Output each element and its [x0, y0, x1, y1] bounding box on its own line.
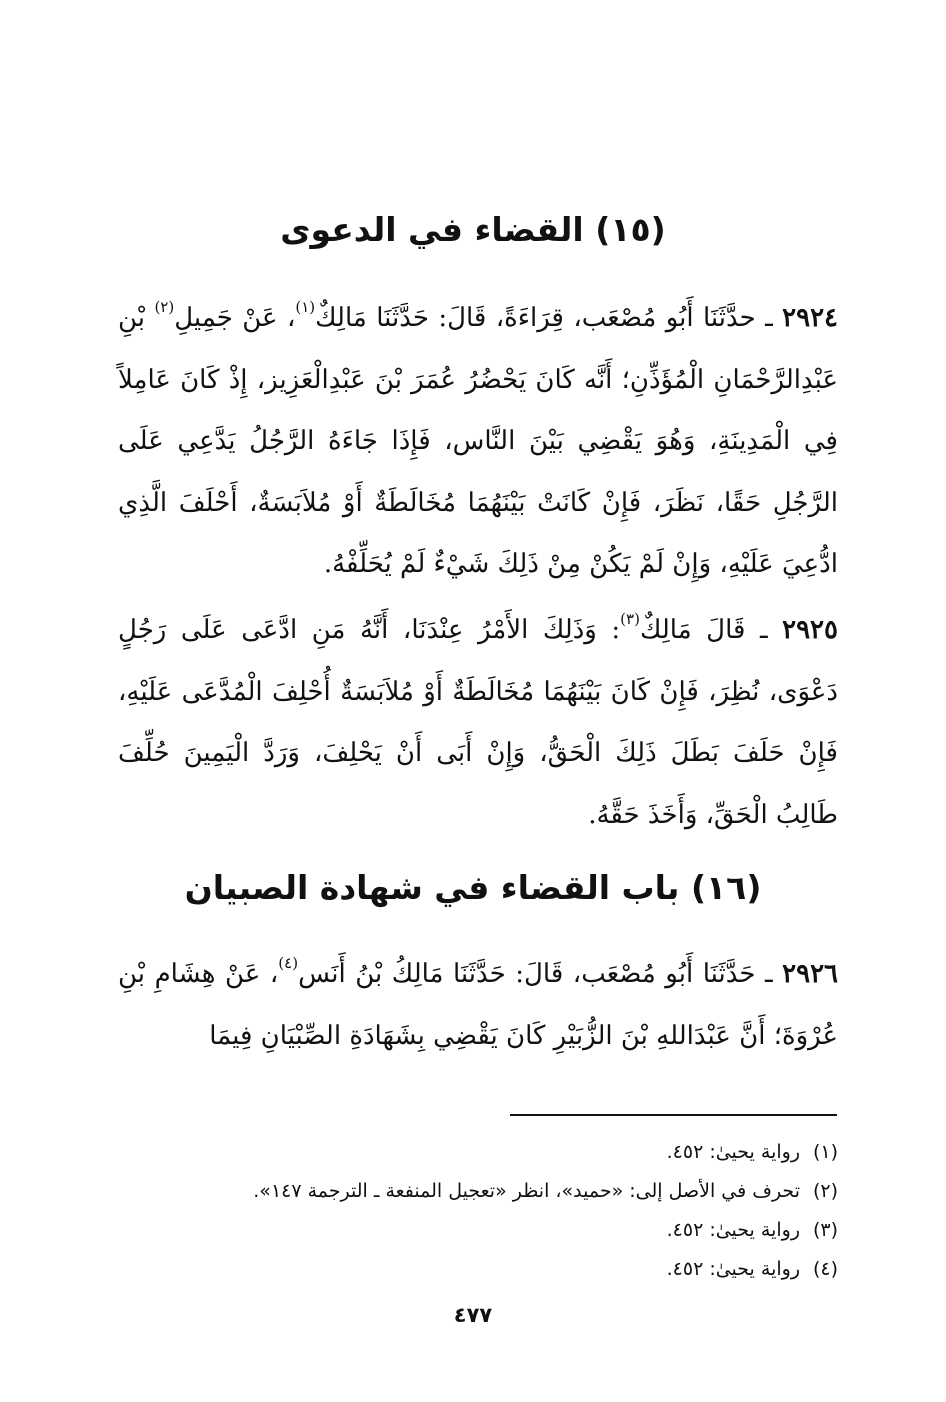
hadith-text: : وَذَلِكَ الأَمْرُ عِنْدَنَا، أَنَّهُ مَنِ ادَّعَى عَلَى رَجُلٍ دَعْوَى، نُظِرَ، فَإِنْ كَانَ بَيْنَهُمَا مُخَالَطَةٌ أَوْ مُلاَبَسَةٌ أُحْلِفَ الْمُدَّعَى عَلَيْهِ، فَإِنْ حَلَفَ بَطَلَ ذَلِكَ الْحَقُّ، وَإِنْ أَبَى أَنْ يَحْلِفَ، وَرَدَّ الْيَمِينَ حُلِّفَ طَالِبُ الْحَقِّ، وَأَخَذَ حَقَّهُ. — [118, 615, 838, 830]
hadith-text: ـ حدَّثَنَا أَبُو مُصْعَب، قِرَاءَةً، قَالَ: حَدَّثَنَا مَالِكٌ — [315, 303, 783, 333]
footnote-text: تحرف في الأصل إلى: «حميد»، انظر «تعجيل المنفعة ـ الترجمة ١٤٧». — [253, 1180, 800, 1202]
hadith-text: ـ قَالَ مَالِكٌ — [639, 615, 783, 645]
hadith-paragraph-2926 — [118, 944, 838, 1067]
hadith-number: ٢٩٢٥ — [782, 615, 838, 645]
footnote-1 — [118, 1133, 838, 1172]
section-heading-15: (١٥) القضاء في الدعوى — [280, 210, 666, 249]
hadith-text: ـ حَدَّثَنَا أَبُو مُصْعَب، قَالَ: حَدَّثَنَا مَالِكُ بْنُ أَنَس — [298, 959, 783, 989]
footnote-3 — [118, 1211, 838, 1250]
footnote-text: رواية يحيىٰ: ٤٥٢. — [666, 1258, 800, 1280]
hadith-text: بْنِ عَبْدِالرَّحْمَانِ الْمُؤَذِّنِ؛ أَنَّه كَانَ يَحْضُرُ عُمَرَ بْنَ عَبْدِالْعَزِيز، إِذْ كَانَ عَامِلاً فِي الْمَدِينَةِ، وَهُوَ يَقْضِي بَيْنَ النَّاس، فَإِذَا جَاءَهُ الرَّجُلُ يَدَّعِي عَلَى الرَّجُلِ حَقًا، نَظَرَ، فَإِنْ كَانَتْ بَيْنَهُمَا مُخَالَطَةٌ أَوْ مُلاَبَسَةٌ، أَحْلَفَ الَّذِي ادُّعِيَ عَلَيْهِ، وَإِنْ لَمْ يَكُنْ مِنْ ذَلِكَ شَيْءٌ لَمْ يُحَلِّفْهُ. — [118, 303, 838, 579]
footnote-4 — [118, 1250, 838, 1289]
footnotes — [118, 1133, 838, 1289]
footnote-ref-1: (١) — [295, 298, 316, 317]
hadith-paragraph-2925 — [118, 600, 838, 846]
footnote-text: رواية يحيىٰ: ٤٥٢. — [666, 1141, 800, 1163]
footnote-text: رواية يحيىٰ: ٤٥٢. — [666, 1219, 800, 1241]
footnote-2 — [118, 1172, 838, 1211]
footnote-ref-2: (٢) — [154, 298, 175, 317]
footnote-separator — [510, 1114, 837, 1116]
footnote-mark: (١) — [812, 1141, 838, 1163]
footnote-ref-3: (٣) — [620, 610, 640, 629]
hadith-number: ٢٩٢٤ — [782, 303, 839, 333]
page-number: ٤٧٧ — [453, 1303, 493, 1327]
footnote-mark: (٤) — [812, 1258, 838, 1280]
section-heading-16: (١٦) باب القضاء في شهادة الصبيان — [184, 868, 762, 907]
hadith-text: ، عَنْ هِشَامِ بْنِ عُرْوَةَ؛ أَنَّ عَبْدَاللهِ بْنَ الزُّبَيْرِ كَانَ يَقْضِي بِشَهَادَةِ الصِّبْيَانِ فِيمَا — [118, 959, 838, 1051]
footnote-ref-4: (٤) — [278, 954, 299, 973]
hadith-text: ، عَنْ جَمِيلِ — [174, 303, 296, 333]
hadith-paragraph-2924 — [118, 288, 838, 596]
footnote-mark: (٣) — [812, 1219, 838, 1241]
hadith-number: ٢٩٢٦ — [782, 959, 838, 989]
footnote-mark: (٢) — [812, 1180, 838, 1202]
